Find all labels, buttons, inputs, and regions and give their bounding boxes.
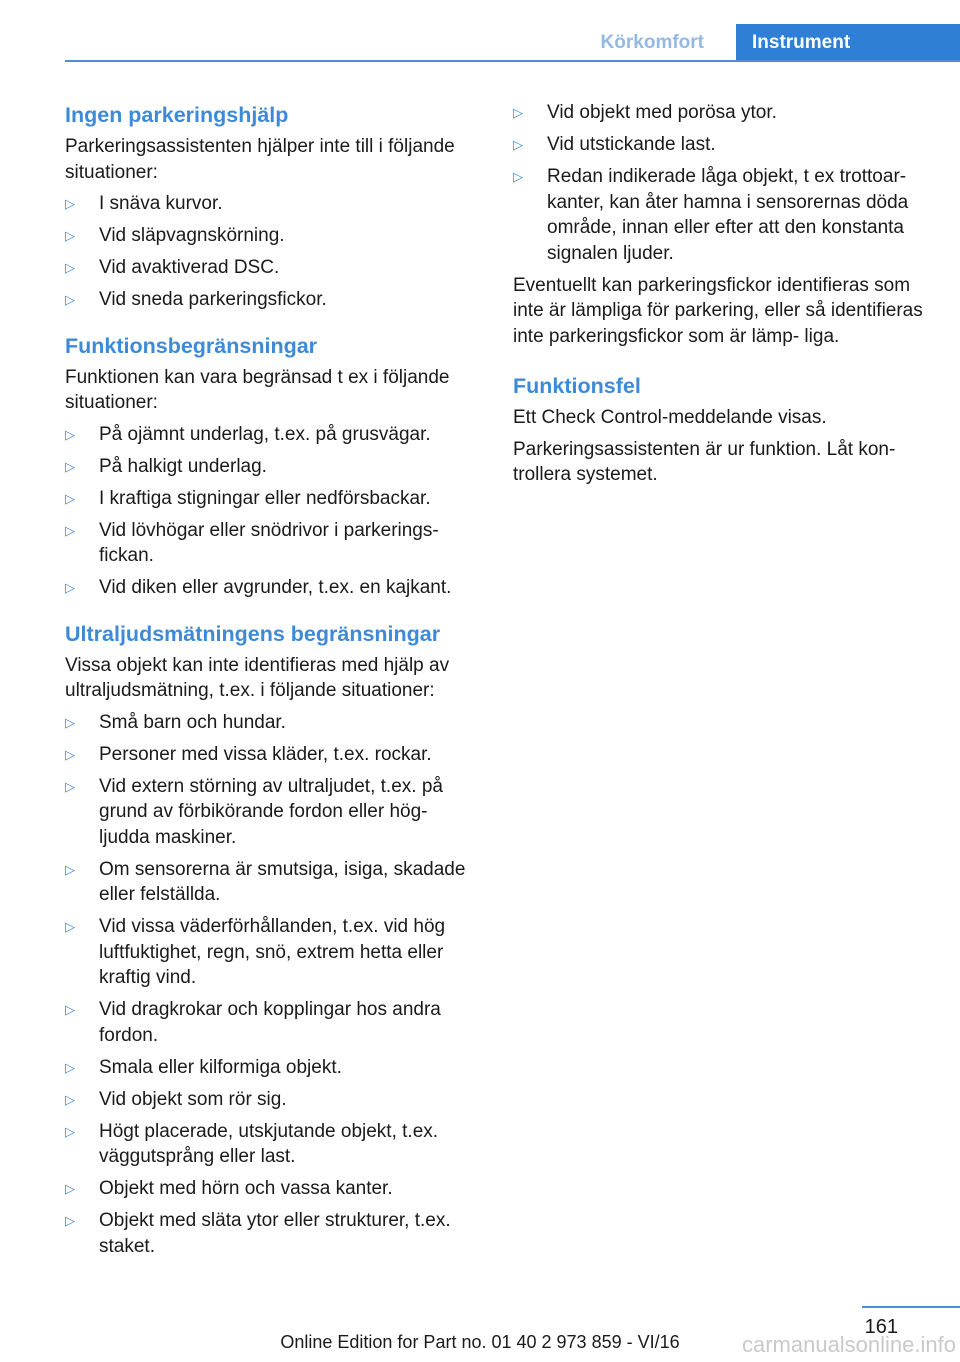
triangle-bullet-icon: ▷	[65, 1002, 75, 1017]
triangle-bullet-icon: ▷	[65, 861, 75, 877]
list-item-text: Vid dragkrokar och kopplingar hos andra fordon.	[99, 999, 441, 1046]
list-item	[65, 710, 483, 736]
list-item-text: Vid objekt med porösa ytor.	[547, 102, 777, 123]
right-column	[513, 100, 933, 506]
list-item-text: I snäva kurvor.	[99, 193, 223, 214]
list-item	[65, 857, 483, 908]
list-item-text: Vid släpvagnskörning.	[99, 225, 285, 246]
bullet-list	[65, 191, 483, 313]
section-funktionsbegransningar	[65, 331, 483, 601]
section-intro: Funktionen kan vara begränsad t ex i följande situationer:	[65, 366, 450, 413]
list-item	[65, 1087, 483, 1113]
list-item-text: Vid sneda parkeringsfickor.	[99, 289, 327, 310]
bullet-list	[65, 710, 483, 1260]
triangle-bullet-icon: ▷	[513, 137, 523, 152]
section-ingen-parkeringshjalp	[65, 100, 483, 313]
triangle-bullet-icon: ▷	[65, 426, 75, 442]
triangle-bullet-icon: ▷	[65, 714, 75, 730]
triangle-bullet-icon: ▷	[65, 228, 75, 243]
triangle-bullet-icon: ▷	[65, 1213, 75, 1228]
left-column	[65, 100, 483, 1277]
triangle-bullet-icon: ▷	[65, 292, 75, 307]
list-item	[65, 454, 483, 480]
list-item-text: Objekt med hörn och vassa kanter.	[99, 1178, 393, 1199]
section-funktionsfel	[513, 371, 933, 488]
list-item-text: I kraftiga stigningar eller nedförsbackar.	[99, 487, 431, 509]
triangle-bullet-icon: ▷	[65, 746, 75, 762]
list-item	[65, 223, 483, 249]
list-item	[65, 914, 483, 991]
page-header	[65, 24, 960, 62]
edition-text: Online Edition for Part no. 01 40 2 973 859 - VI/16	[280, 1332, 680, 1352]
triangle-bullet-icon: ▷	[65, 196, 75, 211]
list-item-text: Smala eller kilformiga objekt.	[99, 1056, 342, 1078]
list-item-text: Små barn och hundar.	[99, 711, 286, 733]
list-item	[65, 486, 483, 512]
section-title: Ingen parkeringshjälp	[65, 103, 289, 127]
bullet-list-continued	[513, 100, 933, 266]
list-item-text: Personer med vissa kläder, t.ex. rockar.	[99, 743, 432, 765]
section-title: Funktionsfel	[513, 374, 641, 398]
list-item	[65, 575, 483, 601]
section-intro: Vissa objekt kan inte identifieras med hjälp av ultraljudsmätning, t.ex. i följande situationer:	[65, 654, 450, 701]
triangle-bullet-icon: ▷	[513, 169, 523, 184]
list-item	[65, 191, 483, 217]
tab-instrument[interactable]: Instrument	[736, 24, 960, 62]
triangle-bullet-icon: ▷	[65, 1059, 75, 1075]
list-item	[65, 774, 483, 851]
list-item-text: Högt placerade, utskjutande objekt, t.ex. väggutsprång eller last.	[99, 1120, 439, 1167]
triangle-bullet-icon: ▷	[65, 1123, 75, 1139]
list-item	[65, 518, 483, 569]
triangle-bullet-icon: ▷	[513, 105, 523, 120]
bullet-list	[65, 422, 483, 601]
list-item	[65, 1176, 483, 1202]
list-item	[65, 1119, 483, 1170]
list-item	[513, 100, 933, 126]
section-intro: Parkeringsassistenten hjälper inte till i följande situationer:	[65, 136, 455, 183]
list-item	[65, 422, 483, 448]
list-item	[65, 255, 483, 281]
body-paragraph: Parkeringsassistenten är ur funktion. Låt kon‐ trollera systemet.	[513, 438, 896, 485]
list-item-text: Om sensorerna är smutsiga, isiga, skadade eller felställda.	[99, 858, 466, 905]
body-paragraph: Ett Check Control-meddelande visas.	[513, 407, 827, 428]
list-item-text: Vid extern störning av ultraljudet, t.ex. på grund av förbikörande fordon eller hög‐ ljudda maskiner.	[99, 775, 443, 848]
triangle-bullet-icon: ▷	[65, 260, 75, 275]
list-item-text: Vid objekt som rör sig.	[99, 1088, 287, 1110]
list-item	[65, 1208, 483, 1259]
list-item-text: Vid diken eller avgrunder, t.ex. en kajkant.	[99, 577, 452, 598]
triangle-bullet-icon: ▷	[65, 458, 75, 474]
triangle-bullet-icon: ▷	[65, 1091, 75, 1107]
list-item	[513, 164, 933, 266]
triangle-bullet-icon: ▷	[65, 1181, 75, 1196]
list-item-text: På ojämnt underlag, t.ex. på grusvägar.	[99, 423, 431, 445]
list-item-text: Vid avaktiverad DSC.	[99, 257, 280, 278]
body-paragraph: Eventuellt kan parkeringsfickor identifieras som inte är lämpliga för parkering, eller så identifieras inte parkeringsfickor som är lämp‐ liga.	[513, 274, 923, 347]
page-number: 161	[864, 1316, 898, 1338]
list-item	[65, 287, 483, 313]
triangle-bullet-icon: ▷	[65, 580, 75, 595]
watermark: carmanualsonline.info	[741, 1332, 956, 1357]
list-item-text: Vid utstickande last.	[547, 134, 716, 155]
tab-korkomfort[interactable]: Körkomfort	[600, 32, 704, 53]
list-item-text: Redan indikerade låga objekt, t ex trottoar‐ kanter, kan åter hamna i sensorernas döda område, innan eller efter att den konstanta signalen ljuder.	[547, 166, 909, 264]
section-title: Ultraljudsmätningens begränsningar	[65, 621, 441, 646]
triangle-bullet-icon: ▷	[65, 778, 75, 794]
list-item-text: Vid lövhögar eller snödrivor i parkerings‐ fickan.	[99, 519, 439, 566]
list-item-text: Objekt med släta ytor eller strukturer, t.ex. staket.	[99, 1210, 451, 1257]
section-title: Funktionsbegränsningar	[65, 333, 318, 358]
list-item-text: På halkigt underlag.	[99, 455, 267, 477]
list-item-text: Vid vissa väderförhållanden, t.ex. vid hög luftfuktighet, regn, snö, extrem hetta eller kraftig vind.	[99, 916, 446, 988]
section-ultraljudsmatningens-begransningar	[65, 619, 483, 1260]
triangle-bullet-icon: ▷	[65, 919, 75, 934]
list-item	[65, 997, 483, 1048]
list-item	[65, 742, 483, 768]
list-item	[513, 132, 933, 158]
triangle-bullet-icon: ▷	[65, 522, 75, 538]
footer-divider	[862, 1306, 960, 1308]
list-item	[65, 1055, 483, 1081]
triangle-bullet-icon: ▷	[65, 490, 75, 506]
header-divider	[65, 60, 960, 62]
